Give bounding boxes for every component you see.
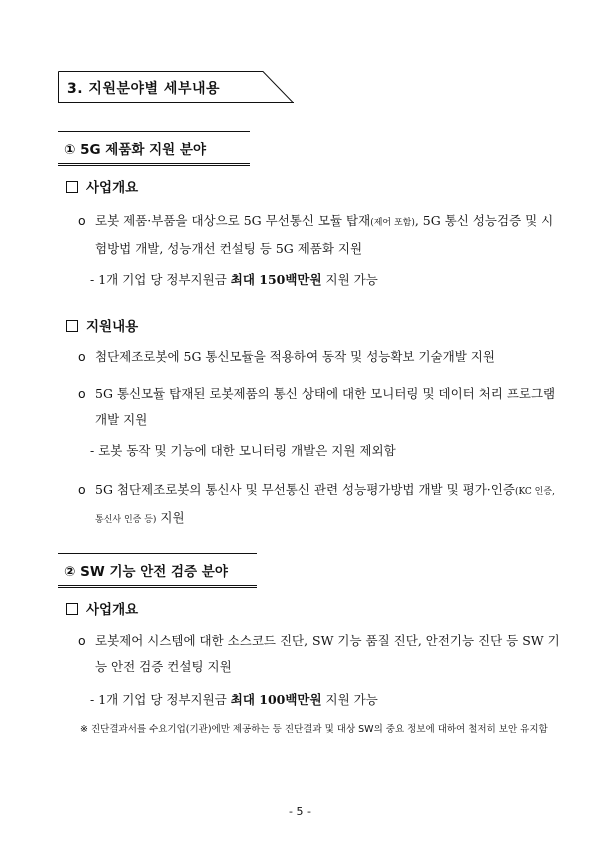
checkbox-square-icon	[66, 320, 78, 332]
bullet-dash-icon: -	[90, 272, 95, 287]
section-1-sub-1-item-2: - 1개 기업 당 정부지원금 최대 150백만원 지원 가능	[90, 272, 378, 287]
checkbox-square-icon	[66, 603, 78, 615]
section-1-sub-1-item-1: ο 로봇 제품·부품을 대상으로 5G 무선통신 모듈 탑재(제어 포함), 5G 통신 성능검증 및 시험방법 개발, 성능개선 컨설팅 등 5G 제품화 지원	[95, 208, 565, 262]
section-1-sub-2-item-1: ο 첨단제조로봇에 5G 통신모듈을 적용하여 동작 및 성능확보 기술개발 지원	[95, 344, 565, 370]
main-header	[58, 71, 294, 103]
bullet-circle-icon: ο	[78, 482, 86, 497]
checkbox-square-icon	[66, 181, 78, 193]
bullet-dash-icon: -	[90, 692, 95, 707]
section-1-sub-2-title: 지원내용	[66, 315, 138, 335]
bullet-circle-icon: ο	[78, 633, 86, 648]
section-1-sub-1-title: 사업개요	[66, 176, 138, 196]
bullet-dash-icon: -	[90, 443, 95, 458]
bullet-circle-icon: ο	[78, 349, 86, 364]
footnote: ※ 진단결과서를 수요기업(기관)에만 제공하는 등 진단결과 및 대상 SW의 중요 정보에 대하여 철저히 보안 유지함	[80, 724, 548, 735]
section-2-sub-1-item-2: - 1개 기업 당 정부지원금 최대 100백만원 지원 가능	[90, 692, 378, 707]
page-number: - 5 -	[289, 805, 311, 818]
main-header-title: 3. 지원분야별 세부내용	[67, 81, 221, 97]
section-1-sub-2-item-2: ο 5G 통신모듈 탑재된 로봇제품의 통신 상태에 대한 모니터링 및 데이터 처리 프로그램 개발 지원	[95, 381, 565, 433]
reference-mark-icon: ※	[80, 724, 88, 735]
section-1-title: ① 5G 제품화 지원 분야	[58, 131, 250, 166]
section-2-sub-1-title: 사업개요	[66, 598, 138, 618]
bullet-circle-icon: ο	[78, 386, 86, 401]
section-2-title: ② SW 기능 안전 검증 분야	[58, 553, 257, 588]
section-1-sub-2-item-4: ο 5G 첨단제조로봇의 통신사 및 무선통신 관련 성능평가방법 개발 및 평가·인증(KC 인증, 통신사 인증 등) 지원	[95, 477, 565, 533]
section-1-sub-2-item-3: - 로봇 동작 및 기능에 대한 모니터링 개발은 지원 제외함	[90, 443, 396, 458]
bullet-circle-icon: ο	[78, 213, 86, 228]
section-2-sub-1-item-1: ο 로봇제어 시스템에 대한 소스코드 진단, SW 기능 품질 진단, 안전기능 진단 등 SW 기능 안전 검증 컨설팅 지원	[95, 628, 565, 680]
